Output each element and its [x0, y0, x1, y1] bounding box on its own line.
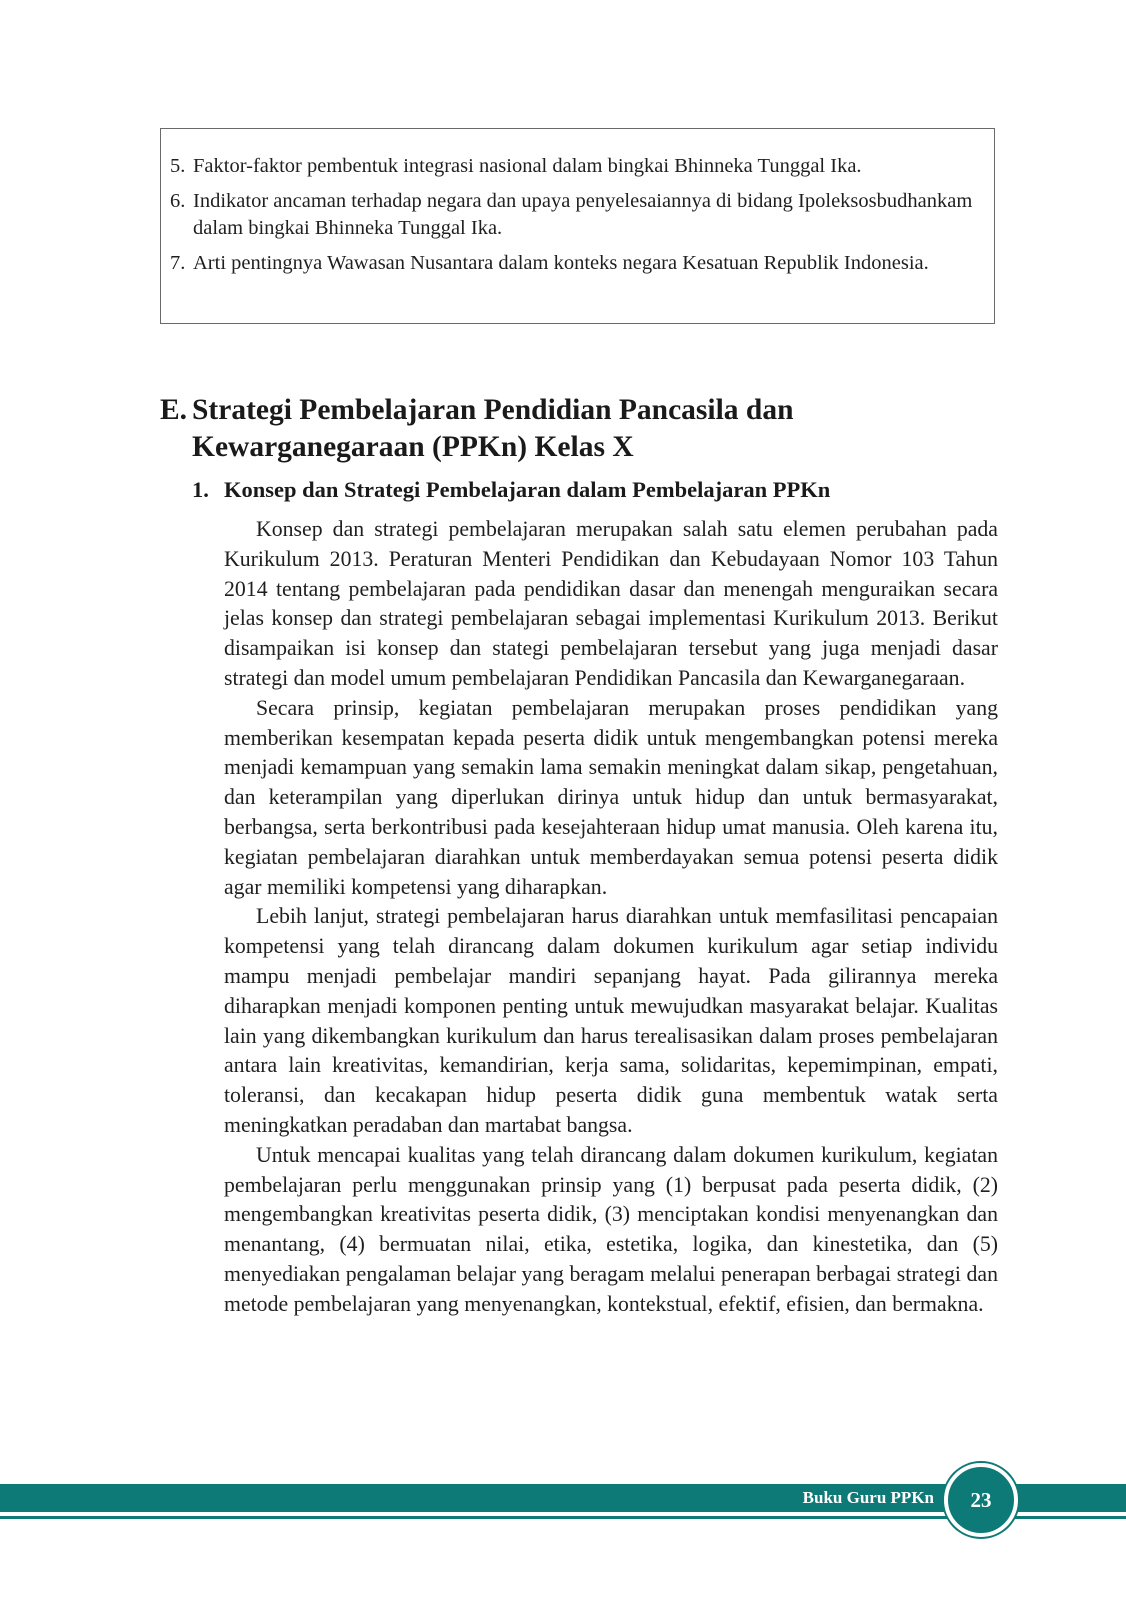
subsection-heading — [192, 475, 992, 505]
subsection-title: Konsep dan Strategi Pembelajaran dalam Pembelajaran PPKn — [224, 477, 831, 502]
list-item — [170, 250, 973, 277]
list-item — [170, 153, 973, 180]
paragraph: Lebih lanjut, strategi pembelajaran harus diarahkan untuk memfasilitasi pencapaian kompetensi yang telah dirancang dalam dokumen kurikulum agar setiap individu mampu menjadi pembelajar mandiri sepanjang hayat. Pada gilirannya mereka diharapkan menjadi komponen penting untuk mewujudkan masyarakat belajar. Kualitas lain yang dikembangkan kurikulum dan harus terealisasikan dalam proses pembelajaran antara lain kreativitas, kemandirian, kerja sama, solidaritas, kepemimpinan, empati, toleransi, dan kecakapan hidup peserta didik guna membentuk watak serta meningkatkan peradaban dan martabat bangsa. — [224, 904, 998, 1137]
list-item-text: Indikator ancaman terhadap negara dan upaya penyelesaiannya di bidang Ipoleksosbudhankam dalam bingkai Bhinneka Tunggal Ika. — [193, 190, 973, 239]
section-letter: E. — [160, 394, 188, 426]
page-number: 23 — [944, 1463, 1018, 1537]
list-item-number: 5. — [170, 155, 186, 177]
list-item-text: Faktor-faktor pembentuk integrasi nasional dalam bingkai Bhinneka Tunggal Ika. — [193, 155, 862, 177]
body-text — [224, 515, 998, 1320]
objectives-box — [160, 128, 995, 324]
list-item-number: 7. — [170, 252, 186, 274]
section-heading — [160, 392, 980, 466]
subsection-number: 1. — [192, 477, 209, 502]
footer-book-title: Buku Guru PPKn — [802, 1488, 934, 1507]
section-title: Strategi Pembelajaran Pendidian Pancasila dan Kewarganegaraan (PPKn) Kelas X — [192, 394, 794, 463]
paragraph: Secara prinsip, kegiatan pembelajaran merupakan proses pendidikan yang memberikan kesempatan kepada peserta didik untuk mengembangkan potensi mereka menjadi kemampuan yang semakin lama semakin meningkat dalam sikap, pengetahuan, dan keterampilan yang diperlukan dirinya untuk hidup dan untuk bermasyarakat, berbangsa, serta berkontribusi pada kesejahteraan hidup umat manusia. Oleh karena itu, kegiatan pembelajaran diarahkan untuk memberdayakan semua potensi peserta didik agar memiliki kompetensi yang diharapkan. — [224, 695, 998, 899]
list-item-text: Arti pentingnya Wawasan Nusantara dalam konteks negara Kesatuan Republik Indonesia. — [193, 252, 929, 274]
paragraph: Konsep dan strategi pembelajaran merupakan salah satu elemen perubahan pada Kurikulum 2013. Peraturan Menteri Pendidikan dan Kebudayaan Nomor 103 Tahun 2014 tentang pembelajaran pada pendidikan dasar dan menengah menguraikan secara jelas konsep dan strategi pembelajaran sebagai implementasi Kurikulum 2013. Berikut disampaikan isi konsep dan stategi pembelajaran tersebut yang juga menjadi dasar strategi dan model umum pembelajaran Pendidikan Pancasila dan Kewarganegaraan. — [224, 517, 998, 690]
list-item-number: 6. — [170, 190, 186, 212]
paragraph: Untuk mencapai kualitas yang telah dirancang dalam dokumen kurikulum, kegiatan pembelajaran perlu menggunakan prinsip yang (1) berpusat pada peserta didik, (2) mengembangkan kreativitas peserta didik, (3) menciptakan kondisi menyenangkan dan menantang, (4) bermuatan nilai, etika, estetika, logika, dan kinestetika, dan (5) menyediakan pengalaman belajar yang beragam melalui penerapan berbagai strategi dan metode pembelajaran yang menyenangkan, kontekstual, efektif, efisien, dan bermakna. — [224, 1142, 998, 1316]
list-item — [170, 188, 973, 242]
